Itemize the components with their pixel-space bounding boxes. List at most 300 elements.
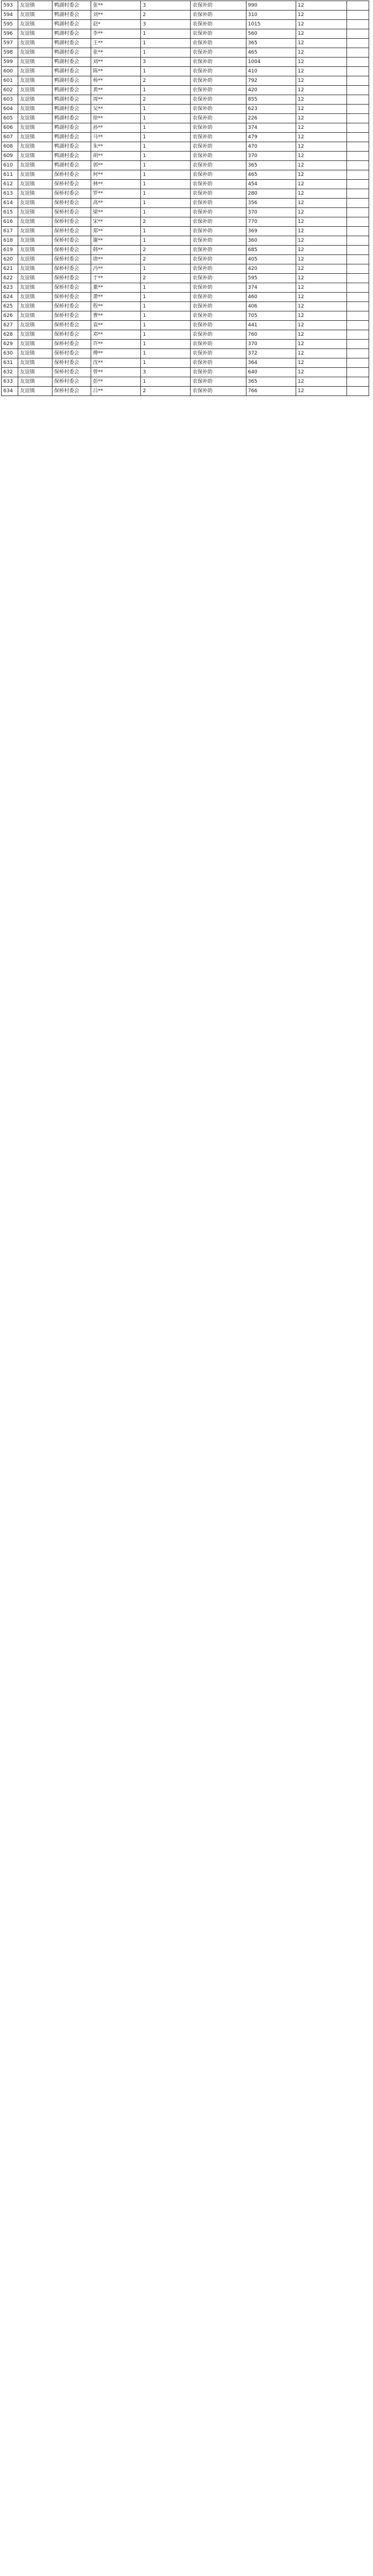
table-cell: 黄** <box>91 86 141 95</box>
table-cell: 12 <box>296 48 346 58</box>
table-cell: 友谊镇 <box>18 11 52 20</box>
table-cell: 保桥村委会 <box>52 180 91 189</box>
table-cell: 鸭湖村委会 <box>52 67 91 76</box>
table-cell: 农保补助 <box>191 133 246 142</box>
table-cell-empty <box>346 387 369 396</box>
table-cell: 12 <box>296 311 346 321</box>
table-cell: 保桥村委会 <box>52 170 91 180</box>
table-row <box>2 170 369 180</box>
table-cell: 629 <box>2 340 18 349</box>
table-cell: 420 <box>246 264 296 274</box>
table-cell-empty <box>346 11 369 20</box>
table-cell: 陈** <box>91 67 141 76</box>
table-cell: 宋** <box>91 217 141 227</box>
table-cell: 623 <box>2 283 18 293</box>
table-cell: 1 <box>141 105 191 114</box>
table-cell: 鸭湖村委会 <box>52 95 91 105</box>
table-cell: 372 <box>246 349 296 358</box>
table-cell: 友谊镇 <box>18 29 52 39</box>
table-cell: 1 <box>141 142 191 152</box>
table-cell: 农保补助 <box>191 114 246 123</box>
table-cell: 454 <box>246 180 296 189</box>
table-cell: 370 <box>246 152 296 161</box>
table-cell: 634 <box>2 387 18 396</box>
table-cell: 625 <box>2 302 18 311</box>
table-cell: 623 <box>246 105 296 114</box>
table-cell: 农保补助 <box>191 11 246 20</box>
table-cell: 1004 <box>246 58 296 67</box>
table-cell: 农保补助 <box>191 311 246 321</box>
table-cell: 鸭湖村委会 <box>52 114 91 123</box>
table-row <box>2 86 369 95</box>
table-cell: 农保补助 <box>191 246 246 255</box>
table-cell-empty <box>346 180 369 189</box>
table-cell: 1 <box>141 29 191 39</box>
table-cell: 友谊镇 <box>18 39 52 48</box>
table-row <box>2 321 369 330</box>
table-cell: 农保补助 <box>191 152 246 161</box>
table-cell: 441 <box>246 321 296 330</box>
table-cell: 友谊镇 <box>18 67 52 76</box>
table-cell: 12 <box>296 330 346 340</box>
table-cell-empty <box>346 95 369 105</box>
table-cell: 3 <box>141 1 191 11</box>
table-cell: 谢** <box>91 236 141 246</box>
table-cell: 农保补助 <box>191 349 246 358</box>
table-cell: 12 <box>296 264 346 274</box>
table-cell: 12 <box>296 358 346 368</box>
table-cell: 633 <box>2 377 18 387</box>
table-cell: 鸭湖村委会 <box>52 123 91 133</box>
table-cell-empty <box>346 321 369 330</box>
table-cell: 1 <box>141 208 191 217</box>
table-cell: 12 <box>296 58 346 67</box>
table-cell: 徐** <box>91 114 141 123</box>
table-cell-empty <box>346 199 369 208</box>
table-cell: 韩** <box>91 246 141 255</box>
table-cell: 周** <box>91 95 141 105</box>
table-cell: 12 <box>296 170 346 180</box>
table-cell: 1 <box>141 48 191 58</box>
table-cell: 保桥村委会 <box>52 349 91 358</box>
table-cell: 曹** <box>91 311 141 321</box>
table-cell: 农保补助 <box>191 105 246 114</box>
table-cell: 792 <box>246 76 296 86</box>
table-cell-empty <box>346 208 369 217</box>
table-cell: 611 <box>2 170 18 180</box>
table-cell: 12 <box>296 255 346 264</box>
table-cell: 鸭湖村委会 <box>52 20 91 29</box>
table-row <box>2 142 369 152</box>
table-cell: 2 <box>141 274 191 283</box>
table-cell-empty <box>346 152 369 161</box>
table-cell-empty <box>346 246 369 255</box>
table-cell: 友谊镇 <box>18 217 52 227</box>
table-cell: 12 <box>296 217 346 227</box>
table-cell: 孙** <box>91 123 141 133</box>
table-cell: 1 <box>141 340 191 349</box>
table-cell: 保桥村委会 <box>52 227 91 236</box>
table-cell: 627 <box>2 321 18 330</box>
table-cell: 朱** <box>91 142 141 152</box>
table-cell: 鸭湖村委会 <box>52 76 91 86</box>
table-cell: 12 <box>296 29 346 39</box>
table-row <box>2 95 369 105</box>
table-cell-empty <box>346 311 369 321</box>
table-cell: 保桥村委会 <box>52 283 91 293</box>
table-cell: 农保补助 <box>191 58 246 67</box>
table-cell-empty <box>346 227 369 236</box>
table-cell: 保桥村委会 <box>52 321 91 330</box>
table-cell: 12 <box>296 86 346 95</box>
table-cell: 保桥村委会 <box>52 311 91 321</box>
table-cell: 冯** <box>91 264 141 274</box>
table-cell: 705 <box>246 311 296 321</box>
table-row <box>2 302 369 311</box>
table-cell: 罗** <box>91 189 141 199</box>
table-cell: 友谊镇 <box>18 208 52 217</box>
table-cell: 友谊镇 <box>18 387 52 396</box>
table-cell-empty <box>346 86 369 95</box>
table-cell: 374 <box>246 123 296 133</box>
table-cell-empty <box>346 302 369 311</box>
table-cell: 1 <box>141 133 191 142</box>
table-cell: 鸭湖村委会 <box>52 11 91 20</box>
table-cell: 友谊镇 <box>18 152 52 161</box>
table-row <box>2 199 369 208</box>
table-cell: 友谊镇 <box>18 180 52 189</box>
table-cell: 360 <box>246 236 296 246</box>
table-cell-empty <box>346 123 369 133</box>
table-cell: 365 <box>246 39 296 48</box>
table-cell: 友谊镇 <box>18 48 52 58</box>
table-cell: 1 <box>141 189 191 199</box>
table-cell: 保桥村委会 <box>52 274 91 283</box>
table-cell: 林** <box>91 180 141 189</box>
table-cell: 友谊镇 <box>18 114 52 123</box>
table-cell: 友谊镇 <box>18 255 52 264</box>
table-cell: 萧** <box>91 293 141 302</box>
table-cell: 12 <box>296 133 346 142</box>
table-cell: 3 <box>141 368 191 377</box>
table-cell: 保桥村委会 <box>52 330 91 340</box>
table-cell: 鸭湖村委会 <box>52 48 91 58</box>
table-cell-empty <box>346 105 369 114</box>
table-row <box>2 123 369 133</box>
table-cell: 吕** <box>91 387 141 396</box>
table-cell: 619 <box>2 246 18 255</box>
table-cell: 12 <box>296 368 346 377</box>
table-cell: 农保补助 <box>191 387 246 396</box>
table-row <box>2 274 369 283</box>
table-cell-empty <box>346 358 369 368</box>
table-cell: 374 <box>246 283 296 293</box>
table-cell: 12 <box>296 142 346 152</box>
table-cell: 618 <box>2 236 18 246</box>
table-cell-empty <box>346 255 369 264</box>
table-row <box>2 358 369 368</box>
table-cell: 友谊镇 <box>18 321 52 330</box>
table-cell: 1 <box>141 170 191 180</box>
table-cell: 12 <box>296 95 346 105</box>
table-cell: 406 <box>246 302 296 311</box>
table-cell: 1 <box>141 330 191 340</box>
table-cell: 1 <box>141 180 191 189</box>
table-cell: 张** <box>91 1 141 11</box>
table-cell: 226 <box>246 114 296 123</box>
table-cell: 友谊镇 <box>18 264 52 274</box>
table-row <box>2 368 369 377</box>
table-cell: 609 <box>2 152 18 161</box>
table-cell: 990 <box>246 1 296 11</box>
table-cell: 600 <box>2 67 18 76</box>
table-cell: 1 <box>141 123 191 133</box>
table-cell: 友谊镇 <box>18 330 52 340</box>
table-cell: 1 <box>141 358 191 368</box>
table-cell: 鸭湖村委会 <box>52 29 91 39</box>
table-cell: 601 <box>2 76 18 86</box>
table-cell: 370 <box>246 340 296 349</box>
table-cell: 马** <box>91 133 141 142</box>
table-cell: 594 <box>2 11 18 20</box>
table-cell: 1 <box>141 227 191 236</box>
table-cell: 保桥村委会 <box>52 368 91 377</box>
table-row <box>2 246 369 255</box>
table-row <box>2 227 369 236</box>
table-row <box>2 377 369 387</box>
table-cell: 12 <box>296 152 346 161</box>
table-cell: 1 <box>141 377 191 387</box>
table-row <box>2 39 369 48</box>
table-cell-empty <box>346 377 369 387</box>
table-cell: 杨** <box>91 76 141 86</box>
table-cell: 农保补助 <box>191 95 246 105</box>
table-cell: 12 <box>296 39 346 48</box>
table-cell: 袁** <box>91 321 141 330</box>
table-cell: 310 <box>246 11 296 20</box>
table-cell: 保桥村委会 <box>52 377 91 387</box>
table-cell-empty <box>346 274 369 283</box>
table-row <box>2 283 369 293</box>
table-row <box>2 236 369 246</box>
table-row <box>2 161 369 170</box>
table-cell: 张** <box>91 48 141 58</box>
table-cell-empty <box>346 189 369 199</box>
table-row <box>2 340 369 349</box>
table-cell: 友谊镇 <box>18 274 52 283</box>
table-cell: 12 <box>296 114 346 123</box>
table-cell: 农保补助 <box>191 340 246 349</box>
table-cell: 12 <box>296 274 346 283</box>
table-cell: 友谊镇 <box>18 199 52 208</box>
table-cell: 刘** <box>91 58 141 67</box>
table-row <box>2 293 369 302</box>
table-cell: 12 <box>296 11 346 20</box>
table-cell: 12 <box>296 236 346 246</box>
table-cell: 赵* <box>91 20 141 29</box>
table-cell: 604 <box>2 105 18 114</box>
table-cell: 高** <box>91 199 141 208</box>
table-cell: 友谊镇 <box>18 142 52 152</box>
table-cell: 1 <box>141 114 191 123</box>
table-cell: 369 <box>246 227 296 236</box>
table-row <box>2 217 369 227</box>
table-cell: 李** <box>91 29 141 39</box>
table-cell: 606 <box>2 123 18 133</box>
table-cell: 友谊镇 <box>18 368 52 377</box>
table-cell: 560 <box>246 29 296 39</box>
table-cell: 友谊镇 <box>18 377 52 387</box>
table-cell: 农保补助 <box>191 180 246 189</box>
table-cell: 友谊镇 <box>18 349 52 358</box>
table-cell-empty <box>346 264 369 274</box>
table-cell: 梁** <box>91 208 141 217</box>
table-cell: 保桥村委会 <box>52 236 91 246</box>
table-cell: 农保补助 <box>191 29 246 39</box>
table-cell: 365 <box>246 161 296 170</box>
table-cell: 766 <box>246 387 296 396</box>
table-cell: 12 <box>296 76 346 86</box>
table-cell: 农保补助 <box>191 123 246 133</box>
table-cell: 602 <box>2 86 18 95</box>
table-cell: 农保补助 <box>191 377 246 387</box>
table-cell: 12 <box>296 123 346 133</box>
table-cell: 友谊镇 <box>18 123 52 133</box>
table-cell: 620 <box>2 255 18 264</box>
table-row <box>2 58 369 67</box>
table-row <box>2 76 369 86</box>
table-cell: 友谊镇 <box>18 311 52 321</box>
table-cell: 364 <box>246 358 296 368</box>
table-row <box>2 67 369 76</box>
table-cell-empty <box>346 1 369 11</box>
table-cell: 友谊镇 <box>18 20 52 29</box>
table-cell: 许** <box>91 340 141 349</box>
table-cell: 607 <box>2 133 18 142</box>
table-cell: 12 <box>296 302 346 311</box>
table-cell: 友谊镇 <box>18 133 52 142</box>
table-row <box>2 11 369 20</box>
table-cell: 855 <box>246 95 296 105</box>
table-cell: 1 <box>141 311 191 321</box>
table-cell: 12 <box>296 349 346 358</box>
table-cell: 615 <box>2 208 18 217</box>
table-row <box>2 349 369 358</box>
table-cell: 友谊镇 <box>18 86 52 95</box>
table-cell-empty <box>346 170 369 180</box>
table-cell-empty <box>346 330 369 340</box>
table-cell: 农保补助 <box>191 48 246 58</box>
table-cell: 12 <box>296 180 346 189</box>
table-cell: 3 <box>141 20 191 29</box>
table-cell: 12 <box>296 377 346 387</box>
table-cell-empty <box>346 142 369 152</box>
table-cell-empty <box>346 67 369 76</box>
table-cell: 何** <box>91 170 141 180</box>
table-cell: 12 <box>296 1 346 11</box>
table-row <box>2 330 369 340</box>
table-cell: 保桥村委会 <box>52 264 91 274</box>
table-cell: 685 <box>246 246 296 255</box>
table-cell: 曾** <box>91 368 141 377</box>
table-cell: 农保补助 <box>191 76 246 86</box>
table-row <box>2 311 369 321</box>
table-cell: 鸭湖村委会 <box>52 1 91 11</box>
table-cell: 3 <box>141 58 191 67</box>
table-cell: 605 <box>2 114 18 123</box>
table-cell: 保桥村委会 <box>52 246 91 255</box>
table-body <box>2 1 369 396</box>
table-cell: 12 <box>296 208 346 217</box>
table-cell-empty <box>346 48 369 58</box>
table-cell: 农保补助 <box>191 20 246 29</box>
table-cell: 农保补助 <box>191 368 246 377</box>
table-cell: 鸭湖村委会 <box>52 39 91 48</box>
table-cell: 370 <box>246 208 296 217</box>
table-cell-empty <box>346 29 369 39</box>
table-cell: 农保补助 <box>191 39 246 48</box>
table-cell: 410 <box>246 67 296 76</box>
table-cell: 640 <box>246 368 296 377</box>
table-cell: 农保补助 <box>191 227 246 236</box>
table-cell: 12 <box>296 283 346 293</box>
table-cell: 12 <box>296 293 346 302</box>
table-cell-empty <box>346 217 369 227</box>
table-cell-empty <box>346 293 369 302</box>
table-cell: 董** <box>91 283 141 293</box>
table-cell: 2 <box>141 95 191 105</box>
table-cell: 郑** <box>91 227 141 236</box>
table-cell: 770 <box>246 217 296 227</box>
table-cell: 友谊镇 <box>18 340 52 349</box>
table-cell: 280 <box>246 189 296 199</box>
table-cell: 598 <box>2 48 18 58</box>
table-cell: 保桥村委会 <box>52 217 91 227</box>
table-cell: 农保补助 <box>191 236 246 246</box>
table-cell: 12 <box>296 340 346 349</box>
table-cell: 农保补助 <box>191 217 246 227</box>
table-cell: 1 <box>141 349 191 358</box>
table-row <box>2 208 369 217</box>
table-cell: 友谊镇 <box>18 1 52 11</box>
table-cell-empty <box>346 349 369 358</box>
table-cell: 465 <box>246 48 296 58</box>
table-cell: 621 <box>2 264 18 274</box>
table-cell: 友谊镇 <box>18 95 52 105</box>
table-cell: 760 <box>246 330 296 340</box>
table-cell: 鸭湖村委会 <box>52 161 91 170</box>
table-cell-empty <box>346 340 369 349</box>
table-row <box>2 105 369 114</box>
table-cell: 农保补助 <box>191 189 246 199</box>
table-cell: 595 <box>2 20 18 29</box>
table-cell: 农保补助 <box>191 255 246 264</box>
table-row <box>2 255 369 264</box>
table-cell: 608 <box>2 142 18 152</box>
table-cell: 631 <box>2 358 18 368</box>
table-cell: 12 <box>296 161 346 170</box>
table-cell: 1 <box>141 67 191 76</box>
table-cell: 12 <box>296 321 346 330</box>
table-cell: 613 <box>2 189 18 199</box>
table-row <box>2 387 369 396</box>
table-cell: 于** <box>91 274 141 283</box>
table-cell: 友谊镇 <box>18 76 52 86</box>
table-cell: 鸭湖村委会 <box>52 86 91 95</box>
table-cell: 友谊镇 <box>18 246 52 255</box>
table-cell: 460 <box>246 293 296 302</box>
table-cell-empty <box>346 76 369 86</box>
